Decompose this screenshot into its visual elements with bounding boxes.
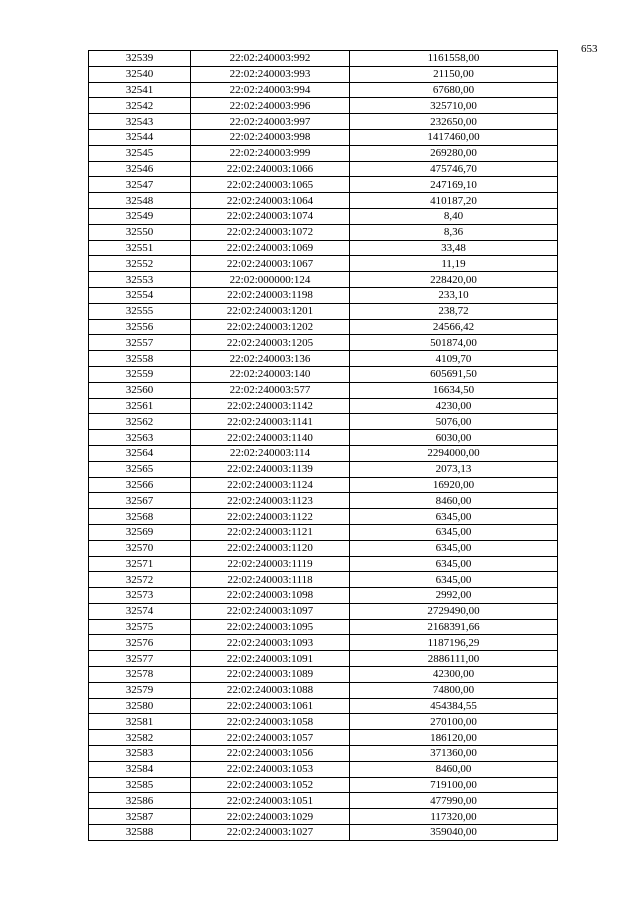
table-row: [89, 540, 558, 556]
row-number-cell: 32568: [89, 509, 191, 525]
row-number-cell: 32565: [89, 461, 191, 477]
row-number-cell: 32552: [89, 256, 191, 272]
row-number-cell: 32574: [89, 603, 191, 619]
cadastral-number-cell: 22:02:240003:1067: [191, 256, 350, 272]
cadastral-value-cell: 1187196,29: [350, 635, 558, 651]
cadastral-number-cell: 22:02:240003:1091: [191, 651, 350, 667]
cadastral-value-cell: 42300,00: [350, 667, 558, 683]
row-number-cell: 32549: [89, 208, 191, 224]
table-row: [89, 382, 558, 398]
cadastral-number-cell: 22:02:240003:994: [191, 82, 350, 98]
cadastral-number-cell: 22:02:240003:1029: [191, 809, 350, 825]
cadastral-value-cell: 24566,42: [350, 319, 558, 335]
row-number-cell: 32542: [89, 98, 191, 114]
cadastral-value-table: [88, 50, 558, 841]
cadastral-value-cell: 2729490,00: [350, 603, 558, 619]
cadastral-value-cell: 186120,00: [350, 730, 558, 746]
cadastral-number-cell: 22:02:240003:1064: [191, 193, 350, 209]
cadastral-value-cell: 233,10: [350, 287, 558, 303]
cadastral-number-cell: 22:02:240003:1027: [191, 825, 350, 841]
table-row: [89, 667, 558, 683]
row-number-cell: 32546: [89, 161, 191, 177]
cadastral-value-cell: 5076,00: [350, 414, 558, 430]
row-number-cell: 32566: [89, 477, 191, 493]
row-number-cell: 32578: [89, 667, 191, 683]
cadastral-value-cell: 21150,00: [350, 66, 558, 82]
row-number-cell: 32577: [89, 651, 191, 667]
table-row: [89, 272, 558, 288]
row-number-cell: 32575: [89, 619, 191, 635]
table-row: [89, 477, 558, 493]
table-row: [89, 351, 558, 367]
row-number-cell: 32579: [89, 682, 191, 698]
table-row: [89, 493, 558, 509]
cadastral-value-cell: 1161558,00: [350, 51, 558, 67]
cadastral-number-cell: 22:02:240003:1057: [191, 730, 350, 746]
cadastral-value-cell: 16920,00: [350, 477, 558, 493]
row-number-cell: 32557: [89, 335, 191, 351]
row-number-cell: 32567: [89, 493, 191, 509]
table-row: [89, 509, 558, 525]
cadastral-value-cell: 4109,70: [350, 351, 558, 367]
cadastral-value-cell: 410187,20: [350, 193, 558, 209]
row-number-cell: 32547: [89, 177, 191, 193]
cadastral-value-cell: 270100,00: [350, 714, 558, 730]
cadastral-number-cell: 22:02:240003:1140: [191, 430, 350, 446]
row-number-cell: 32569: [89, 524, 191, 540]
row-number-cell: 32558: [89, 351, 191, 367]
cadastral-number-cell: 22:02:240003:136: [191, 351, 350, 367]
cadastral-number-cell: 22:02:240003:1051: [191, 793, 350, 809]
cadastral-number-cell: 22:02:240003:1118: [191, 572, 350, 588]
cadastral-value-cell: 8460,00: [350, 761, 558, 777]
cadastral-value-cell: 6030,00: [350, 430, 558, 446]
table-row: [89, 240, 558, 256]
cadastral-value-cell: 6345,00: [350, 540, 558, 556]
cadastral-value-cell: 325710,00: [350, 98, 558, 114]
table-row: [89, 319, 558, 335]
row-number-cell: 32585: [89, 777, 191, 793]
row-number-cell: 32541: [89, 82, 191, 98]
table-row: [89, 730, 558, 746]
row-number-cell: 32584: [89, 761, 191, 777]
cadastral-number-cell: 22:02:240003:1072: [191, 224, 350, 240]
cadastral-value-cell: 8,40: [350, 208, 558, 224]
cadastral-value-cell: 247169,10: [350, 177, 558, 193]
cadastral-value-cell: 719100,00: [350, 777, 558, 793]
table-row: [89, 82, 558, 98]
row-number-cell: 32581: [89, 714, 191, 730]
cadastral-number-cell: 22:02:240003:1058: [191, 714, 350, 730]
cadastral-value-cell: 2886111,00: [350, 651, 558, 667]
row-number-cell: 32539: [89, 51, 191, 67]
table-row: [89, 635, 558, 651]
row-number-cell: 32551: [89, 240, 191, 256]
row-number-cell: 32563: [89, 430, 191, 446]
row-number-cell: 32571: [89, 556, 191, 572]
table-row: [89, 651, 558, 667]
table-row: [89, 793, 558, 809]
cadastral-value-cell: 6345,00: [350, 556, 558, 572]
row-number-cell: 32543: [89, 114, 191, 130]
table-row: [89, 145, 558, 161]
table-row: [89, 714, 558, 730]
cadastral-value-cell: 6345,00: [350, 572, 558, 588]
row-number-cell: 32582: [89, 730, 191, 746]
cadastral-number-cell: 22:02:240003:1141: [191, 414, 350, 430]
table-row: [89, 303, 558, 319]
table-row: [89, 161, 558, 177]
table-row: [89, 777, 558, 793]
row-number-cell: 32564: [89, 445, 191, 461]
cadastral-number-cell: 22:02:240003:993: [191, 66, 350, 82]
page-number: 653: [581, 43, 598, 55]
table-row: [89, 698, 558, 714]
cadastral-number-cell: 22:02:240003:1089: [191, 667, 350, 683]
cadastral-value-cell: 2073,13: [350, 461, 558, 477]
cadastral-number-cell: 22:02:240003:992: [191, 51, 350, 67]
cadastral-number-cell: 22:02:240003:114: [191, 445, 350, 461]
cadastral-number-cell: 22:02:000000:124: [191, 272, 350, 288]
row-number-cell: 32545: [89, 145, 191, 161]
cadastral-value-cell: 359040,00: [350, 825, 558, 841]
cadastral-value-cell: 2992,00: [350, 588, 558, 604]
row-number-cell: 32560: [89, 382, 191, 398]
cadastral-value-cell: 228420,00: [350, 272, 558, 288]
cadastral-number-cell: 22:02:240003:1139: [191, 461, 350, 477]
cadastral-number-cell: 22:02:240003:1119: [191, 556, 350, 572]
cadastral-value-cell: 6345,00: [350, 509, 558, 525]
table-row: [89, 114, 558, 130]
table-row: [89, 66, 558, 82]
row-number-cell: 32561: [89, 398, 191, 414]
row-number-cell: 32572: [89, 572, 191, 588]
row-number-cell: 32570: [89, 540, 191, 556]
row-number-cell: 32544: [89, 129, 191, 145]
table-row: [89, 682, 558, 698]
table-row: [89, 572, 558, 588]
cadastral-value-cell: 8,36: [350, 224, 558, 240]
table-row: [89, 809, 558, 825]
cadastral-number-cell: 22:02:240003:1098: [191, 588, 350, 604]
cadastral-value-cell: 117320,00: [350, 809, 558, 825]
cadastral-number-cell: 22:02:240003:1053: [191, 761, 350, 777]
table-row: [89, 335, 558, 351]
cadastral-number-cell: 22:02:240003:1066: [191, 161, 350, 177]
cadastral-number-cell: 22:02:240003:1124: [191, 477, 350, 493]
cadastral-number-cell: 22:02:240003:1205: [191, 335, 350, 351]
cadastral-number-cell: 22:02:240003:1061: [191, 698, 350, 714]
cadastral-number-cell: 22:02:240003:1097: [191, 603, 350, 619]
cadastral-number-cell: 22:02:240003:1198: [191, 287, 350, 303]
table-row: [89, 208, 558, 224]
cadastral-number-cell: 22:02:240003:1123: [191, 493, 350, 509]
cadastral-value-cell: 33,48: [350, 240, 558, 256]
cadastral-number-cell: 22:02:240003:140: [191, 366, 350, 382]
cadastral-value-cell: 371360,00: [350, 746, 558, 762]
row-number-cell: 32576: [89, 635, 191, 651]
row-number-cell: 32553: [89, 272, 191, 288]
row-number-cell: 32580: [89, 698, 191, 714]
row-number-cell: 32559: [89, 366, 191, 382]
cadastral-number-cell: 22:02:240003:1142: [191, 398, 350, 414]
cadastral-value-cell: 2168391,66: [350, 619, 558, 635]
table-row: [89, 603, 558, 619]
cadastral-number-cell: 22:02:240003:1056: [191, 746, 350, 762]
cadastral-number-cell: 22:02:240003:1120: [191, 540, 350, 556]
table-row: [89, 430, 558, 446]
cadastral-value-cell: 605691,50: [350, 366, 558, 382]
cadastral-number-cell: 22:02:240003:1122: [191, 509, 350, 525]
table-row: [89, 414, 558, 430]
table-row: [89, 224, 558, 240]
cadastral-number-cell: 22:02:240003:1095: [191, 619, 350, 635]
row-number-cell: 32588: [89, 825, 191, 841]
cadastral-number-cell: 22:02:240003:1074: [191, 208, 350, 224]
cadastral-value-cell: 6345,00: [350, 524, 558, 540]
cadastral-value-cell: 477990,00: [350, 793, 558, 809]
table-row: [89, 193, 558, 209]
cadastral-number-cell: 22:02:240003:1121: [191, 524, 350, 540]
cadastral-value-cell: 501874,00: [350, 335, 558, 351]
cadastral-value-cell: 11,19: [350, 256, 558, 272]
cadastral-value-cell: 454384,55: [350, 698, 558, 714]
row-number-cell: 32555: [89, 303, 191, 319]
cadastral-value-cell: 232650,00: [350, 114, 558, 130]
row-number-cell: 32587: [89, 809, 191, 825]
table-row: [89, 761, 558, 777]
table-row: [89, 366, 558, 382]
cadastral-value-cell: 238,72: [350, 303, 558, 319]
row-number-cell: 32562: [89, 414, 191, 430]
table-row: [89, 556, 558, 572]
cadastral-number-cell: 22:02:240003:1069: [191, 240, 350, 256]
cadastral-number-cell: 22:02:240003:996: [191, 98, 350, 114]
cadastral-number-cell: 22:02:240003:998: [191, 129, 350, 145]
row-number-cell: 32548: [89, 193, 191, 209]
cadastral-value-cell: 475746,70: [350, 161, 558, 177]
row-number-cell: 32583: [89, 746, 191, 762]
cadastral-number-cell: 22:02:240003:1202: [191, 319, 350, 335]
row-number-cell: 32540: [89, 66, 191, 82]
table-row: [89, 287, 558, 303]
cadastral-number-cell: 22:02:240003:1093: [191, 635, 350, 651]
cadastral-number-cell: 22:02:240003:1065: [191, 177, 350, 193]
table-row: [89, 177, 558, 193]
table-row: [89, 746, 558, 762]
table-row: [89, 825, 558, 841]
cadastral-value-cell: 1417460,00: [350, 129, 558, 145]
row-number-cell: 32554: [89, 287, 191, 303]
table-row: [89, 129, 558, 145]
table-row: [89, 51, 558, 67]
table-body: [89, 51, 558, 841]
cadastral-number-cell: 22:02:240003:1052: [191, 777, 350, 793]
cadastral-value-cell: 8460,00: [350, 493, 558, 509]
cadastral-value-cell: 4230,00: [350, 398, 558, 414]
table-row: [89, 461, 558, 477]
table-row: [89, 98, 558, 114]
table-row: [89, 398, 558, 414]
row-number-cell: 32573: [89, 588, 191, 604]
table-row: [89, 588, 558, 604]
cadastral-number-cell: 22:02:240003:1201: [191, 303, 350, 319]
table-row: [89, 445, 558, 461]
cadastral-value-cell: 269280,00: [350, 145, 558, 161]
cadastral-value-cell: 67680,00: [350, 82, 558, 98]
table-row: [89, 619, 558, 635]
cadastral-value-cell: 16634,50: [350, 382, 558, 398]
row-number-cell: 32586: [89, 793, 191, 809]
cadastral-value-cell: 74800,00: [350, 682, 558, 698]
cadastral-number-cell: 22:02:240003:997: [191, 114, 350, 130]
cadastral-value-cell: 2294000,00: [350, 445, 558, 461]
row-number-cell: 32550: [89, 224, 191, 240]
table-row: [89, 256, 558, 272]
cadastral-number-cell: 22:02:240003:1088: [191, 682, 350, 698]
cadastral-number-cell: 22:02:240003:577: [191, 382, 350, 398]
cadastral-number-cell: 22:02:240003:999: [191, 145, 350, 161]
row-number-cell: 32556: [89, 319, 191, 335]
table-row: [89, 524, 558, 540]
